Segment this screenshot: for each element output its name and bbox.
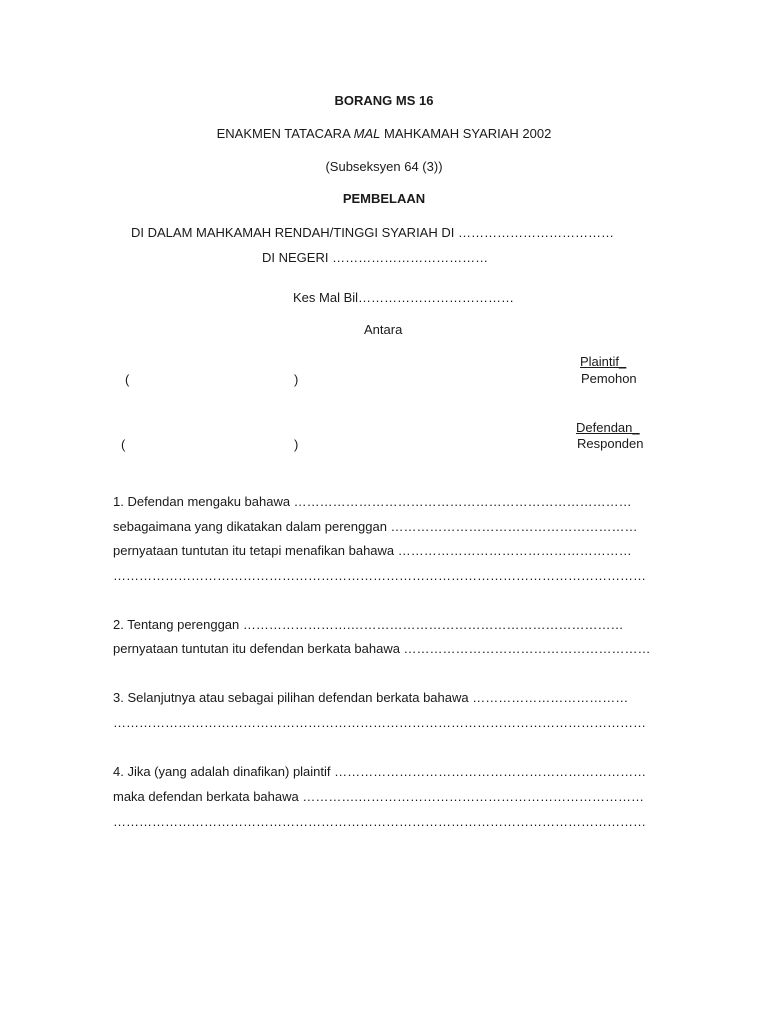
state-line: DI NEGERI ……………………………… (262, 250, 489, 265)
paragraph-2-line: pernyataan tuntutan itu defendan berkata bahawa ………………………………………………… (113, 641, 651, 656)
enactment-title-pre: ENAKMEN TATACARA (216, 126, 354, 141)
subsection-ref: (Subseksyen 64 (3)) (325, 159, 443, 174)
form-title: BORANG MS 16 (334, 93, 434, 108)
document-title: PEMBELAAN (342, 191, 426, 206)
plaintiff-name-close: ) (294, 372, 299, 387)
paragraph-4-line: maka defendan berkata bahawa ………….………………………………………………………… (113, 789, 644, 804)
defendant-role: Defendan_ (576, 420, 640, 435)
plaintiff-role: Plaintif_ (580, 354, 627, 369)
plaintiff-name-open: ( (125, 372, 130, 387)
between-label: Antara (364, 322, 403, 337)
court-line: DI DALAM MAHKAMAH RENDAH/TINGGI SYARIAH DI ……………………………… (131, 225, 614, 240)
paragraph-1-line: 1. Defendan mengaku bahawa …………………………………………………………………… (113, 494, 632, 509)
paragraph-3-line: …………………………………………………………………………………………………………… (113, 715, 646, 730)
enactment-title (0, 126, 768, 142)
paragraph-3-line: 3. Selanjutnya atau sebagai pilihan defendan berkata bahawa ……………………………… (113, 690, 629, 705)
paragraph-1-line: sebagaimana yang dikatakan dalam perenggan ………………………………………………… (113, 519, 638, 534)
enactment-title-italic: MAL (353, 126, 381, 141)
applicant-role: Pemohon (581, 371, 637, 386)
enactment-title-post: MAHKAMAH SYARIAH 2002 (380, 126, 552, 141)
paragraph-4-line: …………………………………………………………………………………………………………… (113, 814, 646, 829)
respondent-role: Responden (577, 436, 644, 451)
case-number: Kes Mal Bil……………………………… (293, 290, 515, 305)
paragraph-4-line: 4. Jika (yang adalah dinafikan) plaintif ……………………………………………………………… (113, 764, 647, 779)
defendant-name-open: ( (121, 437, 126, 452)
paragraph-2-line: 2. Tentang perenggan …………………….……………………………………………………… (113, 617, 624, 632)
paragraph-1-line: pernyataan tuntutan itu tetapi menafikan bahawa ……………………………………………… (113, 543, 632, 558)
paragraph-1-line: …………………………………………………………………………………………………………… (113, 568, 646, 583)
defendant-name-close: ) (294, 437, 299, 452)
